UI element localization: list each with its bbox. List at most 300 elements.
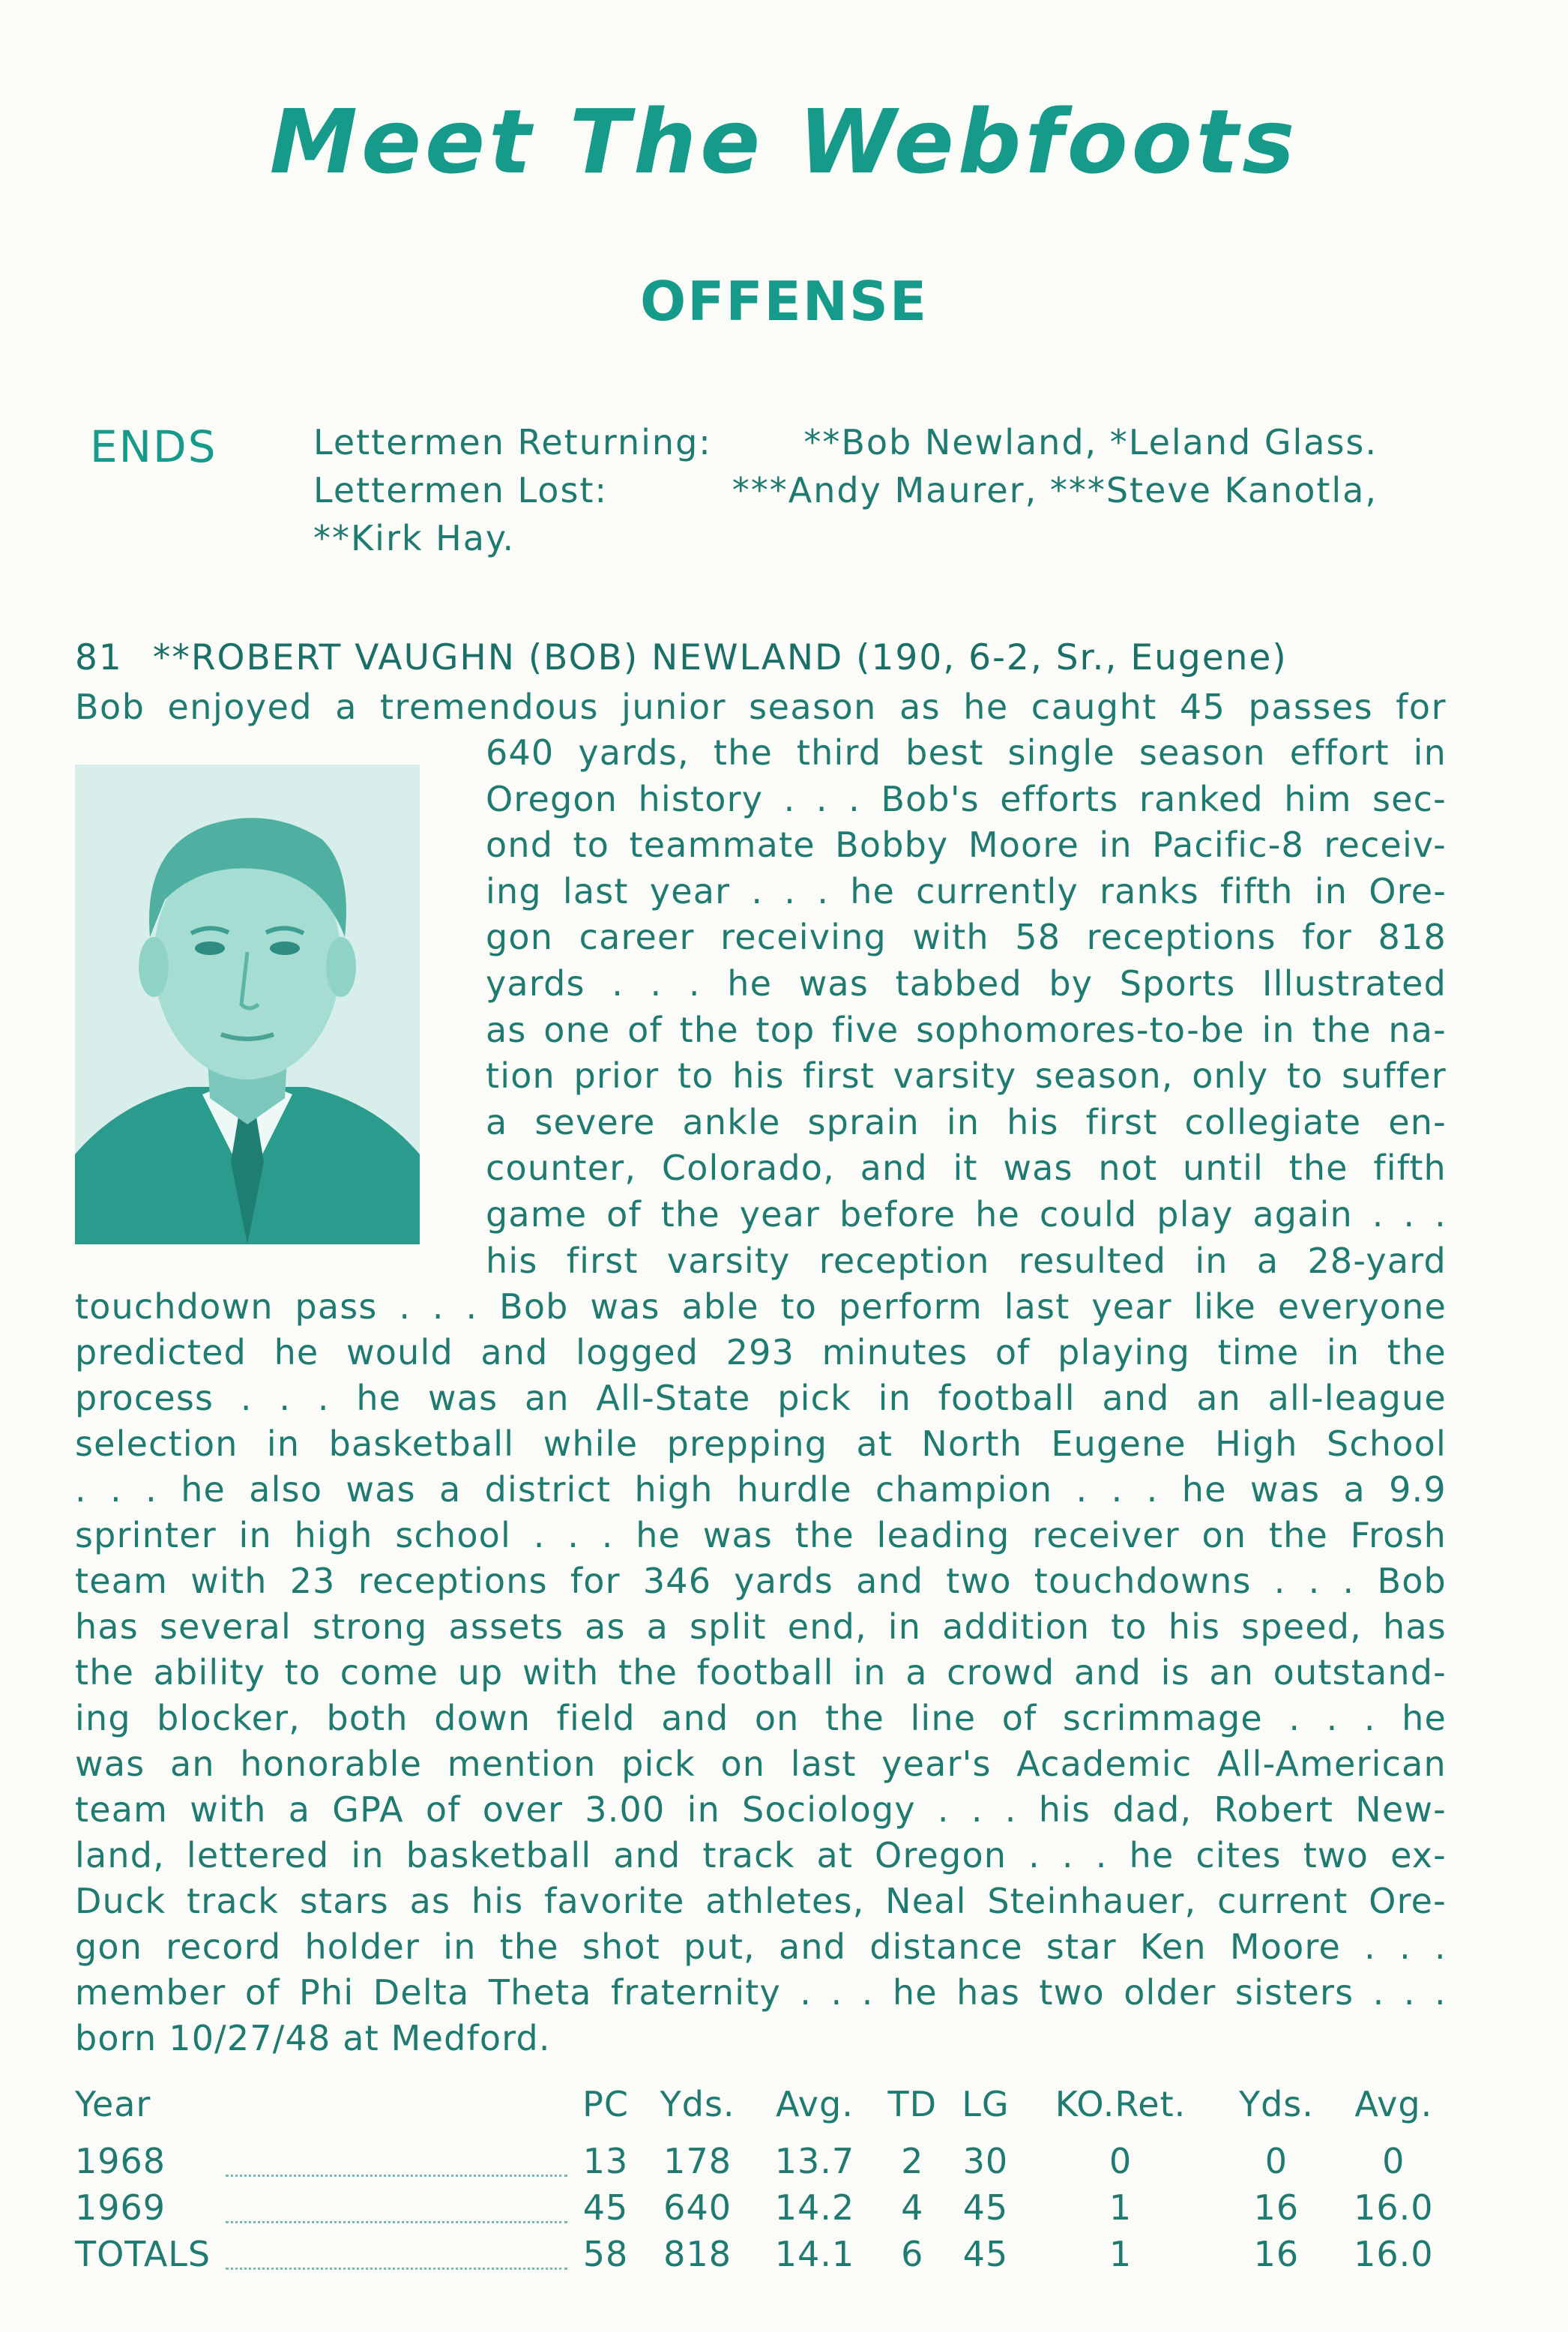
stats-cell: 16 — [1253, 2234, 1300, 2274]
word: effort — [1289, 732, 1390, 773]
word: . — [533, 1515, 546, 1555]
word: outstand- — [1273, 1652, 1447, 1693]
word: Frosh — [1350, 1515, 1447, 1555]
word: down — [434, 1698, 531, 1738]
word: again — [1252, 1193, 1353, 1235]
word: and — [1102, 1378, 1170, 1418]
word: of — [995, 1332, 1031, 1373]
word: 3.00 — [585, 1789, 666, 1830]
lettermen-returning-line — [313, 418, 1378, 466]
word: athletes, — [705, 1881, 865, 1921]
word: . — [1028, 1835, 1040, 1875]
word: strong — [312, 1606, 428, 1647]
stats-cell: 640 — [663, 2187, 732, 2228]
bio-full-line — [75, 1787, 1447, 1833]
lettermen-lost-continued: **Kirk Hay. — [313, 518, 516, 558]
word: favorite — [544, 1881, 685, 1921]
word: the — [1312, 1009, 1372, 1050]
word: All-American — [1216, 1744, 1447, 1784]
word: ing — [75, 1698, 131, 1738]
word: na- — [1388, 1009, 1447, 1050]
word: at — [816, 1835, 854, 1875]
dot-leader — [211, 2184, 570, 2231]
word: and — [661, 1698, 729, 1738]
word: mention — [447, 1744, 597, 1784]
word: Bob — [1377, 1561, 1447, 1601]
player-portrait-image — [75, 765, 420, 1244]
word: . — [399, 1286, 411, 1327]
word: at — [856, 1423, 893, 1464]
word: field — [556, 1698, 636, 1738]
word: first — [1085, 1101, 1158, 1142]
word: one — [543, 1009, 611, 1050]
word: it — [953, 1148, 978, 1189]
word: process — [75, 1378, 214, 1418]
word: . — [937, 1789, 950, 1830]
word: yards, — [578, 732, 690, 773]
bio-right-line — [486, 822, 1447, 869]
stats-cell: 58 — [582, 2234, 629, 2274]
word: to — [1111, 1606, 1148, 1647]
player-header — [75, 637, 1447, 678]
word: both — [326, 1698, 408, 1738]
word: with — [912, 917, 989, 958]
bio-right-line — [486, 961, 1447, 1007]
word: counter, — [486, 1148, 637, 1189]
word: pick — [777, 1378, 851, 1418]
word: receptions — [358, 1561, 548, 1601]
word: playing — [1058, 1332, 1191, 1373]
word: land, — [75, 1835, 165, 1875]
word: yards — [734, 1561, 833, 1601]
stats-cell: 45 — [582, 2187, 629, 2228]
word: . — [75, 1469, 87, 1510]
word: Oregon — [486, 778, 618, 819]
bio-right-line — [486, 1192, 1447, 1238]
word: en- — [1388, 1101, 1447, 1142]
bio-full-line — [75, 1970, 1447, 2016]
word: cites — [1195, 1835, 1282, 1875]
word: year — [739, 1193, 821, 1235]
stats-row — [75, 2184, 1454, 2231]
word: Ore- — [1369, 870, 1447, 912]
word: . — [317, 1378, 330, 1418]
word: . — [567, 1515, 580, 1555]
word: his — [1007, 1101, 1059, 1142]
word: has — [1382, 1606, 1447, 1647]
stats-cell-year: TOTALS — [75, 2234, 211, 2274]
word: track — [187, 1881, 280, 1921]
stats-cell: 14.1 — [774, 2234, 855, 2274]
word: was — [346, 1469, 416, 1510]
word: varsity — [893, 1055, 1017, 1097]
word: dad, — [1112, 1789, 1192, 1830]
stats-cell: 0 — [1382, 2141, 1405, 2181]
stats-header-row — [75, 2084, 1454, 2138]
word: addition — [942, 1606, 1091, 1647]
word: pick — [621, 1744, 696, 1784]
stats-header-avg: Avg. — [776, 2084, 854, 2124]
word: like — [1193, 1286, 1257, 1327]
stats-cell: 178 — [663, 2141, 732, 2181]
word: of — [627, 1009, 663, 1050]
word: his — [732, 1055, 785, 1097]
word: up — [457, 1652, 504, 1693]
bio-right-line — [486, 869, 1447, 915]
word: the — [794, 1515, 854, 1555]
word: end, — [787, 1606, 867, 1647]
stats-header-year: Year — [75, 2084, 151, 2124]
word: High — [1215, 1423, 1298, 1464]
word: was — [1249, 1469, 1321, 1510]
word: . — [1363, 1698, 1376, 1738]
word: track — [702, 1835, 795, 1875]
word: receptions — [1086, 917, 1276, 958]
word: ability — [153, 1652, 266, 1693]
stats-cell-year: 1968 — [75, 2141, 166, 2181]
word: sophomores-to-be — [916, 1009, 1245, 1050]
word: high — [634, 1469, 714, 1510]
word: team — [75, 1789, 169, 1830]
player-number: 81 — [75, 637, 123, 678]
word: two — [1039, 1972, 1105, 2013]
word: . — [465, 1286, 478, 1327]
word: . — [1403, 1193, 1416, 1235]
word: was — [75, 1744, 145, 1784]
stats-cell: 0 — [1264, 2141, 1288, 2181]
dot-leader — [211, 2231, 570, 2277]
word: . — [1111, 1469, 1124, 1510]
word: his — [471, 1881, 524, 1921]
word: shot — [582, 1926, 660, 1967]
word: . — [1076, 1469, 1088, 1510]
word: Ore- — [1369, 1881, 1447, 1921]
word: he — [892, 1972, 938, 2013]
word: holder — [304, 1926, 420, 1967]
word: Colorado, — [661, 1148, 835, 1189]
word: Eugene — [1051, 1423, 1186, 1464]
word: he — [727, 962, 773, 1004]
word: Illustrated — [1261, 962, 1447, 1004]
word: a — [646, 1606, 669, 1647]
word: he — [1129, 1835, 1175, 1875]
word: touchdown — [75, 1286, 274, 1327]
word: . — [815, 778, 828, 819]
word: a — [905, 1652, 928, 1693]
word: until — [1183, 1148, 1264, 1189]
word: 58 — [1015, 917, 1061, 958]
word: honorable — [240, 1744, 423, 1784]
bio-right-line — [486, 1145, 1447, 1192]
word: the — [679, 1009, 739, 1050]
word: leading — [876, 1515, 1010, 1555]
bio-full-text — [75, 1284, 1447, 2061]
word: all-league — [1267, 1378, 1447, 1418]
word: could — [1039, 1193, 1138, 1235]
position-label: ENDS — [90, 421, 217, 472]
lettermen-returning-label: Lettermen Returning: — [313, 422, 712, 463]
word: in — [687, 1789, 720, 1830]
bio-full-line — [75, 1330, 1447, 1376]
word: third — [796, 732, 882, 773]
word: School — [1327, 1423, 1447, 1464]
word: the — [618, 1652, 678, 1693]
bio-full-line — [75, 1604, 1447, 1650]
word: his — [1168, 1606, 1221, 1647]
word: in — [887, 1606, 922, 1647]
lettermen-lost-names: ***Andy Maurer, ***Steve Kanotla, — [732, 470, 1378, 510]
bio-full-line — [75, 1421, 1447, 1467]
word: . — [1372, 1193, 1384, 1235]
word: school — [395, 1515, 512, 1555]
bio-right-line — [486, 1007, 1447, 1054]
word: . — [1095, 1835, 1108, 1875]
word: in — [1261, 1009, 1295, 1050]
word: stars — [299, 1881, 389, 1921]
word: All-State — [596, 1378, 751, 1418]
lettermen-returning-names: **Bob Newland, *Leland Glass. — [803, 422, 1378, 463]
word: champion — [875, 1469, 1053, 1510]
word: severe — [534, 1101, 656, 1142]
word: tabbed — [895, 962, 1022, 1004]
word: able — [681, 1286, 759, 1327]
bio-right-line — [486, 777, 1447, 823]
word: was — [590, 1286, 660, 1327]
word: Theta — [488, 1972, 592, 2013]
word: in — [1326, 1332, 1360, 1373]
word: in — [1195, 1240, 1228, 1281]
word: on — [720, 1744, 766, 1784]
stats-header-ko-ret: KO.Ret. — [1055, 2084, 1186, 2124]
word: district — [484, 1469, 612, 1510]
word: and — [856, 1561, 924, 1601]
word: Moore — [1229, 1926, 1342, 1967]
word: a — [486, 1101, 508, 1142]
word: receiving — [720, 917, 887, 958]
word: perform — [838, 1286, 983, 1327]
section-title: OFFENSE — [639, 270, 929, 333]
word: sprain — [807, 1101, 920, 1142]
word: 23 — [289, 1561, 336, 1601]
word: to — [573, 825, 610, 866]
word: gon — [75, 1926, 143, 1967]
stats-cell-year: 1969 — [75, 2187, 166, 2228]
word: best — [905, 732, 984, 773]
word: with — [522, 1652, 600, 1693]
stats-header-lg: LG — [962, 2084, 1010, 2124]
word: yards — [486, 962, 585, 1004]
word: play — [1157, 1193, 1234, 1235]
word: older — [1124, 1972, 1216, 2013]
bio-full-line — [75, 1741, 1447, 1787]
word: line — [910, 1698, 977, 1738]
word: football — [696, 1652, 834, 1693]
word: an — [170, 1744, 215, 1784]
word: sprinter — [75, 1515, 217, 1555]
word: receiv- — [1324, 825, 1447, 866]
word: fifth — [1220, 870, 1294, 912]
word: . — [848, 778, 860, 819]
word: . — [1326, 1698, 1339, 1738]
word: Academic — [1016, 1744, 1192, 1784]
word: basketball — [405, 1835, 592, 1875]
word: in — [266, 1423, 301, 1464]
word: in — [1314, 870, 1348, 912]
word: . — [145, 1469, 157, 1510]
word: . — [1435, 1193, 1447, 1235]
bio-right-line — [486, 1100, 1447, 1146]
word: . — [1308, 1561, 1321, 1601]
word: member — [75, 1972, 226, 2013]
bio-full-line — [75, 1513, 1447, 1558]
word: ankle — [682, 1101, 781, 1142]
word: Phi — [299, 1972, 355, 2013]
word: New- — [1355, 1789, 1447, 1830]
word: ing — [486, 870, 542, 912]
word: his — [1038, 1789, 1091, 1830]
word: has — [75, 1606, 139, 1647]
bio-full-line — [75, 1696, 1447, 1741]
word: . — [783, 778, 796, 819]
stats-cell: 13 — [582, 2141, 629, 2181]
word: . — [1288, 1698, 1301, 1738]
bio-full-line — [75, 1650, 1447, 1696]
word: teammate — [629, 825, 815, 866]
word: for — [1302, 917, 1353, 958]
word: 818 — [1378, 917, 1447, 958]
dot-leader — [211, 2138, 570, 2184]
word: of — [244, 1972, 280, 2013]
word: ex- — [1390, 1835, 1447, 1875]
word: a — [1343, 1469, 1366, 1510]
word: star — [1046, 1926, 1117, 1967]
word: last — [1004, 1286, 1070, 1327]
word: . — [1004, 1789, 1017, 1830]
word: in — [878, 1378, 911, 1418]
word: lettered — [186, 1835, 330, 1875]
stats-cell: 45 — [962, 2234, 1009, 2274]
word: season, — [1034, 1055, 1174, 1097]
word: . — [1342, 1561, 1355, 1601]
stats-header-yds: Yds. — [660, 2084, 735, 2124]
lettermen-lost-line — [313, 466, 1378, 514]
word: varsity — [666, 1240, 791, 1281]
word: . — [817, 870, 830, 912]
word: . — [1403, 1972, 1416, 2013]
word: by — [1049, 962, 1094, 1004]
word: Pacific-8 — [1152, 825, 1304, 866]
word: selection — [75, 1423, 238, 1464]
word: crowd — [947, 1652, 1055, 1693]
word: . — [612, 962, 624, 1004]
word: current — [1217, 1881, 1348, 1921]
word: . — [601, 1515, 614, 1555]
stats-table — [75, 2084, 1454, 2277]
word: to — [780, 1286, 818, 1327]
word: time — [1217, 1332, 1300, 1373]
stats-cell: 2 — [901, 2141, 924, 2181]
word: 640 — [486, 732, 555, 773]
word: . — [861, 1972, 874, 2013]
word: he — [975, 1193, 1020, 1235]
lettermen-lost-label: Lettermen Lost: — [313, 470, 608, 510]
word: the — [499, 1926, 559, 1967]
word: in — [946, 1101, 980, 1142]
bio-first-line: Bob enjoyed a tremendous junior season as he caught 45 passes for — [75, 687, 1447, 727]
stats-cell: 14.2 — [774, 2187, 855, 2228]
word: . — [1061, 1835, 1074, 1875]
stats-cell: 6 — [901, 2234, 924, 2274]
word: with — [190, 1789, 267, 1830]
word: in — [853, 1652, 887, 1693]
word: assets — [448, 1606, 564, 1647]
word: the — [1387, 1332, 1447, 1373]
word: not — [1098, 1148, 1158, 1189]
word: a — [1256, 1240, 1279, 1281]
word: has — [956, 1972, 1021, 2013]
word: he — [274, 1332, 319, 1373]
word: put, — [684, 1926, 756, 1967]
word: Sociology — [742, 1789, 916, 1830]
word: him — [1284, 778, 1352, 819]
word: while — [543, 1423, 639, 1464]
bio-full-line — [75, 1558, 1447, 1604]
word: resulted — [1018, 1240, 1167, 1281]
word: . — [830, 1972, 843, 2013]
word: with — [190, 1561, 268, 1601]
word: for — [570, 1561, 621, 1601]
word: game — [486, 1193, 588, 1235]
word: efforts — [1000, 778, 1119, 819]
word: predicted — [75, 1332, 247, 1373]
word: Delta — [373, 1972, 470, 2013]
word: sec- — [1372, 778, 1447, 819]
word: . — [1146, 1469, 1159, 1510]
word: would — [346, 1332, 453, 1373]
word: . — [110, 1469, 122, 1510]
word: and — [613, 1835, 681, 1875]
stats-cell: 4 — [901, 2187, 924, 2228]
word: ranks — [1100, 870, 1199, 912]
bio-right-line — [486, 1238, 1447, 1285]
word: he — [636, 1515, 681, 1555]
word: reception — [818, 1240, 990, 1281]
word: Sports — [1119, 962, 1236, 1004]
word: of — [1001, 1698, 1037, 1738]
word: . — [800, 1972, 812, 2013]
word: fraternity — [610, 1972, 781, 2013]
word: season — [1139, 732, 1266, 773]
word: the — [713, 732, 773, 773]
stats-header-ko-yds: Yds. — [1238, 2084, 1314, 2124]
word: GPA — [332, 1789, 404, 1830]
stats-cell: 1 — [1109, 2234, 1133, 2274]
word: . — [279, 1378, 292, 1418]
word: Bobby — [835, 825, 949, 866]
word: collegiate — [1184, 1101, 1362, 1142]
word: 28-yard — [1307, 1240, 1447, 1281]
word: was — [798, 962, 869, 1004]
word: an — [1209, 1652, 1255, 1693]
word: logged — [576, 1332, 699, 1373]
word: everyone — [1277, 1286, 1447, 1327]
word: also — [249, 1469, 323, 1510]
bio-full-line — [75, 1833, 1447, 1878]
word: Bob's — [881, 778, 980, 819]
word: career — [579, 917, 695, 958]
bio-right-line — [486, 1053, 1447, 1100]
word: over — [482, 1789, 564, 1830]
